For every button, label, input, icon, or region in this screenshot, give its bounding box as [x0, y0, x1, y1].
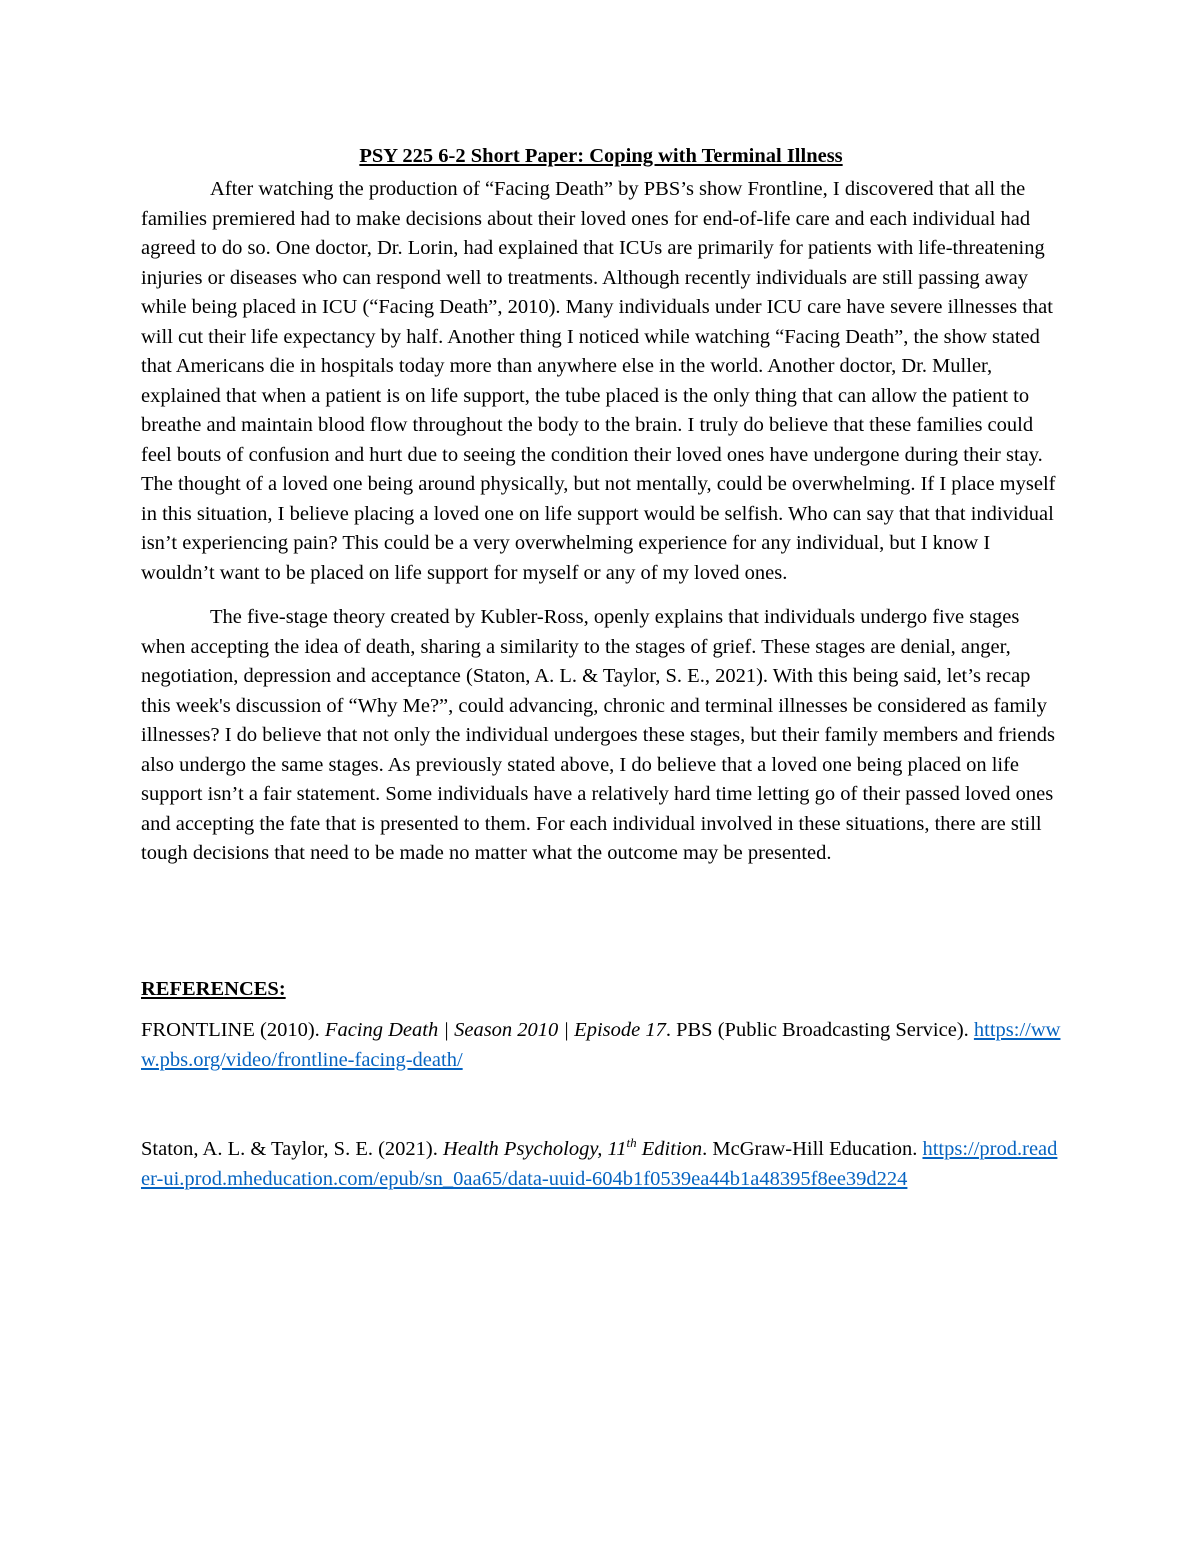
document-body [141, 140, 1061, 1194]
reference-publisher: . McGraw-Hill Education. [702, 1138, 923, 1160]
reference-author-date: Staton, A. L. & Taylor, S. E. (2021). [141, 1138, 444, 1160]
reference-entry-2 [141, 1135, 1061, 1194]
reference-link[interactable]: https://www.pbs.org/video/frontline-facing-death/ [141, 1019, 1061, 1071]
references-heading: REFERENCES: [141, 977, 286, 1000]
reference-entry-1 [141, 1016, 1061, 1075]
body-paragraph-1: After watching the production of “Facing Death” by PBS’s show Frontline, I discovered that all the families premiered had to make decisions about their loved ones for end-of-life care and each individual had agreed to do so. One doctor, Dr. Lorin, had explained that ICUs are primarily for patients with life-threatening injuries or diseases who can respond well to treatments. Although recently individuals are still passing away while being placed in ICU (“Facing Death”, 2010). Many individuals under ICU care have severe illnesses that will cut their life expectancy by half. Another thing I noticed while watching “Facing Death”, the show stated that Americans die in hospitals today more than anywhere else in the world. Another doctor, Dr. Muller, explained that when a patient is on life support, the tube placed is the only thing that can allow the patient to breathe and maintain blood flow throughout the body to the brain. I truly do believe that these families could feel bouts of confusion and hurt due to seeing the condition their loved ones have undergone during their stay. The thought of a loved one being around physically, but not mentally, could be overwhelming. If I place myself in this situation, I believe placing a loved one on life support would be selfish. Who can say that that individual isn’t experiencing pain? This could be a very overwhelming experience for any individual, but I know I wouldn’t want to be placed on life support for myself or any of my loved ones. [141, 178, 1056, 584]
reference-publisher: . PBS (Public Broadcasting Service). [665, 1019, 974, 1041]
reference-link[interactable]: https://prod.reader-ui.prod.mheducation.com/epub/sn_0aa65/data-uuid-604b1f0539ea44b1a48395f8ee39d224 [141, 1138, 1058, 1190]
reference-title: Facing Death | Season 2010 | Episode 17 [324, 1019, 666, 1041]
body-paragraph-2: The five-stage theory created by Kubler-Ross, openly explains that individuals undergo five stages when accepting the idea of death, sharing a similarity to the stages of grief. These stages are denial, anger, negotiation, depression and acceptance (Staton, A. L. & Taylor, S. E., 2021). With this being said, let’s recap this week's discussion of “Why Me?”, could advancing, chronic and terminal illnesses be considered as family illnesses? I do believe that not only the individual undergoes these stages, but their family members and friends also undergo the same stages. As previously stated above, I do believe that a loved one being placed on life support isn’t a fair statement. Some individuals have a relatively hard time letting go of their passed loved ones and accepting the fate that is presented to them. For each individual involved in these situations, there are still tough decisions that need to be made no matter what the outcome may be presented. [141, 606, 1055, 864]
reference-title: Health Psychology, 11th Edition [443, 1135, 703, 1160]
reference-author-date: FRONTLINE (2010). [141, 1019, 325, 1041]
page-title: PSY 225 6-2 Short Paper: Coping with Terminal Illness [359, 145, 843, 167]
